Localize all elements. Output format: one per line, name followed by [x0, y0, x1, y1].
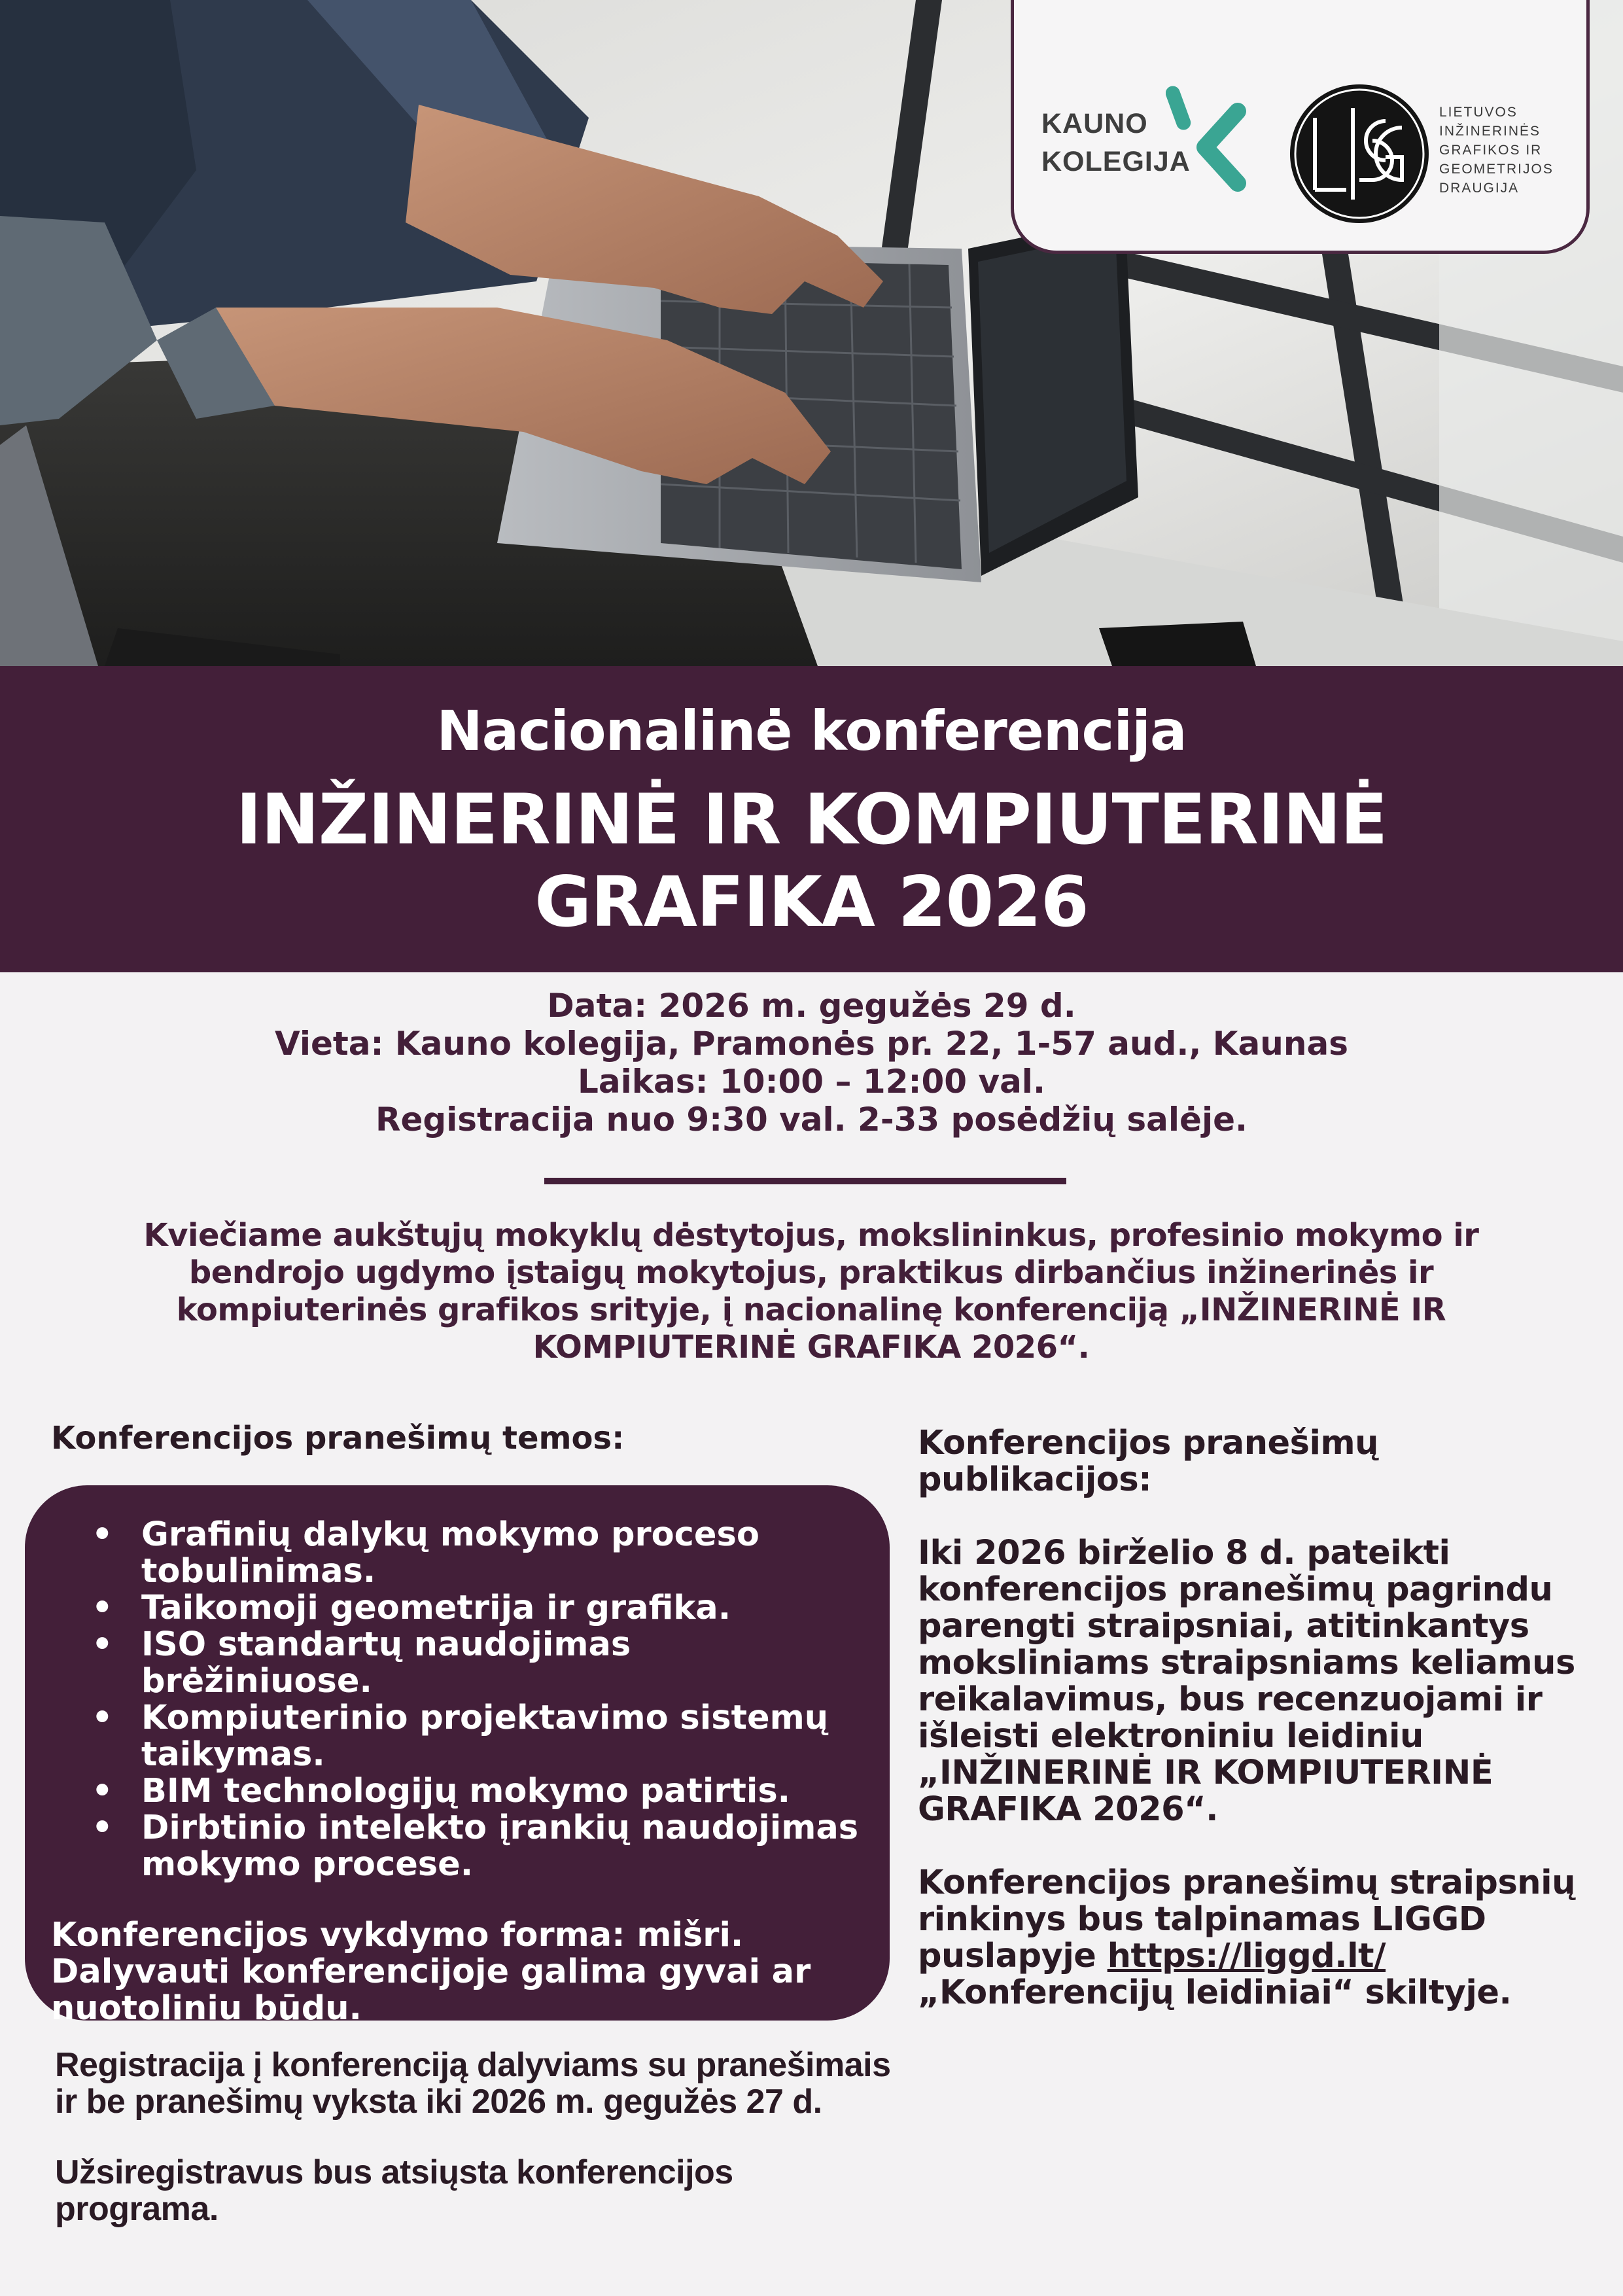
topic-item: • ISO standartų naudojimas brėžiniuose.: [141, 1627, 864, 1700]
liggd-seal-icon: [1287, 82, 1431, 226]
kauno-kolegija-k-logo-icon: [1166, 85, 1277, 203]
event-place: Vieta: Kauno kolegija, Pramonės pr. 22, 1-57 aud., Kaunas: [275, 1025, 1348, 1063]
conference-subtitle: Nacionalinė konferencija: [436, 699, 1187, 763]
logo-card: [1011, 0, 1590, 254]
event-date: Data: 2026 m. gegužės 29 d.: [547, 987, 1076, 1025]
program-note: Užsiregistravus bus atsiųsta konferencijos programa.: [55, 2153, 733, 2228]
registration-info: [55, 2047, 899, 2261]
liggd-link[interactable]: https://liggd.lt/: [1107, 1937, 1386, 1975]
title-band: [0, 666, 1623, 972]
publications-section: [918, 1425, 1598, 2048]
publications-collection: [918, 1865, 1598, 2011]
liggd-wordmark: LIETUVOS INŽINERINĖS GRAFIKOS IR GEOMETRIJOS DRAUGIJA: [1439, 105, 1554, 196]
conference-format: Konferencijos vykdymo forma: mišri. Dalyvauti konferencijoje galima gyvai ar nuotoliniu būdu.: [51, 1916, 811, 2028]
topic-item: • Taikomoji geometrija ir grafika.: [141, 1590, 864, 1627]
publications-heading: Konferencijos pranešimų publikacijos:: [918, 1424, 1378, 1499]
topic-item: • BIM technologijų mokymo patirtis.: [141, 1773, 864, 1810]
topic-item: • Kompiuterinio projektavimo sistemų taikymas.: [141, 1700, 864, 1773]
event-time: Laikas: 10:00 – 12:00 val.: [578, 1063, 1045, 1101]
topics-heading: Konferencijos pranešimų temos:: [51, 1420, 625, 1457]
topic-item: • Grafinių dalykų mokymo proceso tobulinimas.: [141, 1517, 864, 1590]
topic-item: • Dirbtinio intelekto įrankių naudojimas mokymo procese.: [141, 1810, 864, 1883]
topics-box: [25, 1485, 890, 2028]
publications-body: Iki 2026 birželio 8 d. pateikti konferencijos pranešimų pagrindu parengti straipsniai, atitinkantys moksliniams straipsniams keliamus reikalavimus, bus recenzuojami ir išleisti elektroniniu leidiniu „INŽINERINĖ IR KOMPIUTERINĖ GRAFIKA 2026“.: [918, 1534, 1575, 1829]
registration-deadline: Registracija į konferenciją dalyviams su pranešimais ir be pranešimų vyksta iki 2026 m. gegužės 27 d.: [55, 2046, 891, 2121]
kauno-kolegija-line1: KAUNO: [1041, 108, 1148, 139]
invitation-text: Kviečiame aukštųjų mokyklų dėstytojus, mokslininkus, profesinio mokymo ir bendrojo ugdymo įstaigų mokytojus, praktikus dirbančius inžinerinės ir kompiuterinės grafikos srityje, į nacionalinę konferenciją „INŽINERINĖ IR KOMPIUTERINĖ GRAFIKA 2026“.: [143, 1217, 1479, 1366]
collection-text-before: Konferencijos pranešimų straipsnių rinkinys bus talpinamas LIGGD puslapyje: [918, 1863, 1575, 1975]
topics-list: [51, 1517, 864, 1883]
section-divider: [544, 1178, 1066, 1184]
event-details: [0, 987, 1623, 1139]
kauno-kolegija-line2: KOLEGIJA: [1041, 146, 1191, 177]
conference-title: [0, 779, 1623, 944]
event-registration-time: Registracija nuo 9:30 val. 2-33 posėdžių salėje.: [375, 1101, 1248, 1139]
conference-title-line2: GRAFIKA 2026: [534, 862, 1089, 942]
conference-title-line1: INŽINERINĖ IR KOMPIUTERINĖ: [236, 779, 1387, 860]
collection-text-after: „Konferencijų leidiniai“ skiltyje.: [918, 1973, 1512, 2012]
